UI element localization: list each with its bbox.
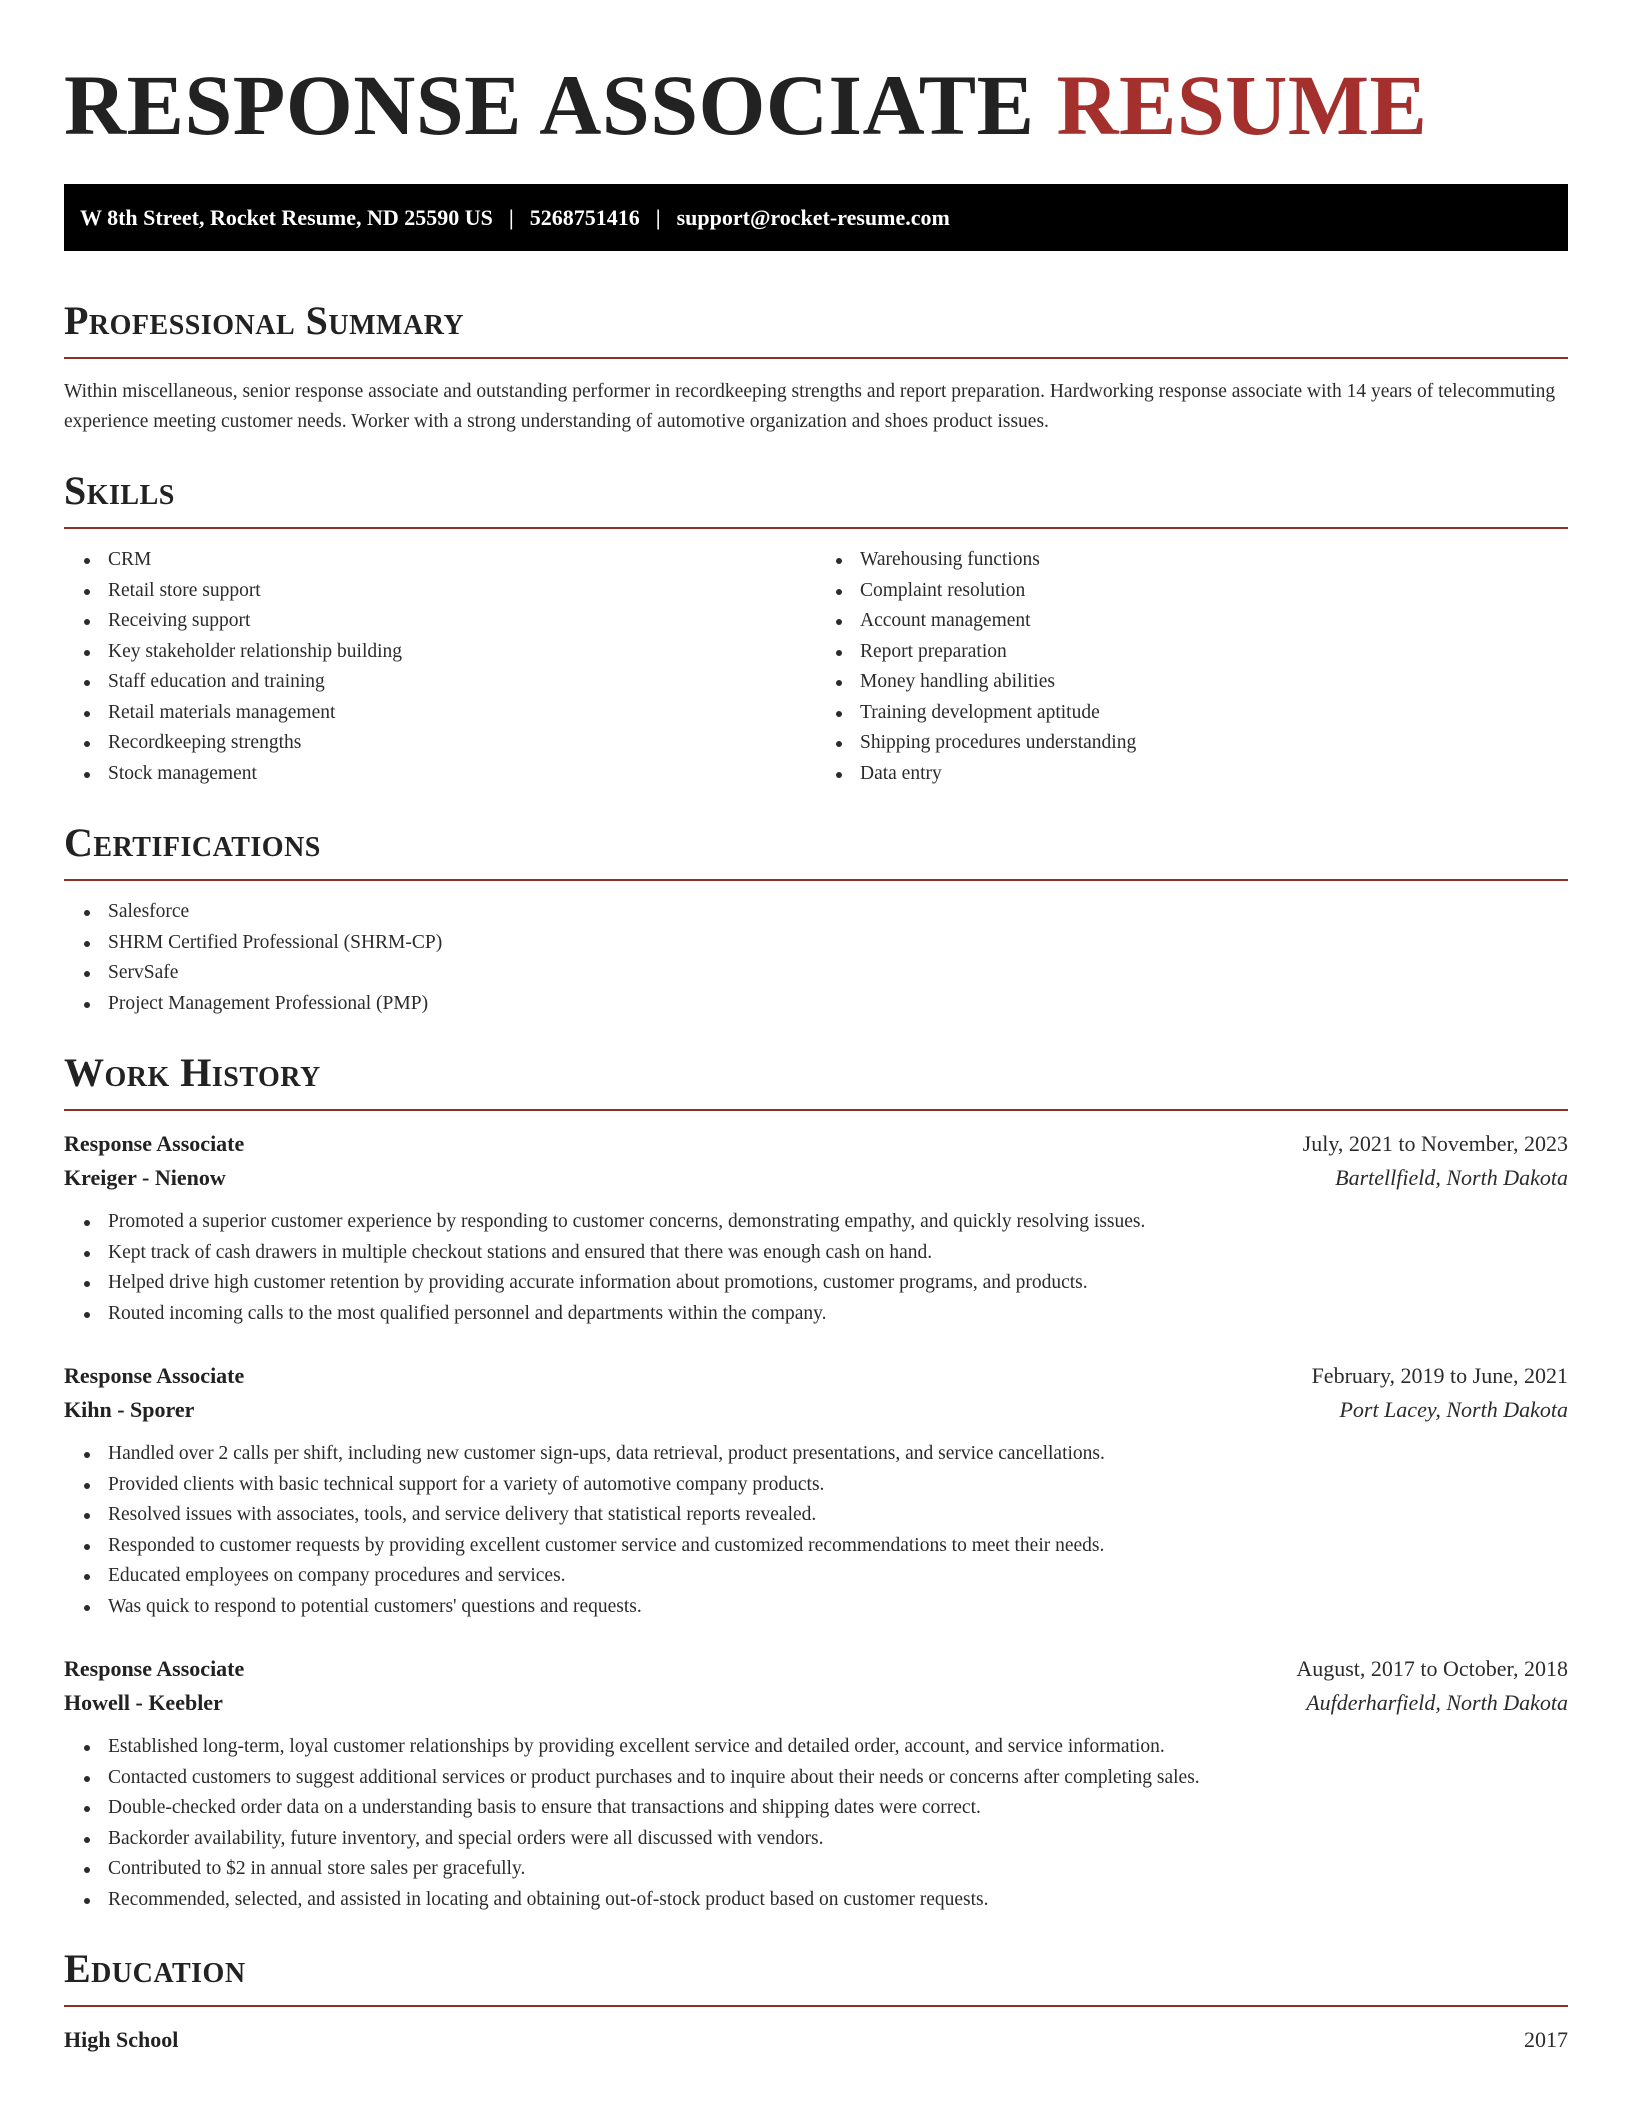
certification-item: Salesforce — [108, 897, 1568, 928]
job-entry — [64, 1363, 1568, 1622]
skill-item: Staff education and training — [108, 667, 816, 698]
job-location: Port Lacey, North Dakota — [1339, 1397, 1568, 1422]
skill-item: Retail store support — [108, 576, 816, 607]
skill-item: Shipping procedures understanding — [860, 728, 1568, 759]
summary-text: Within miscellaneous, senior response associate and outstanding performer in recordkeeping strengths and report preparation. Hardworking response associate with 14 years of telecommuting experience meeting customer needs. Worker with a strong understanding of automotive organization and shoes product issues. — [64, 381, 1556, 432]
contact-separator: | — [655, 204, 661, 230]
job-location: Bartellfield, North Dakota — [1335, 1165, 1568, 1190]
work-history-section — [64, 1050, 1568, 1915]
job-title: Response Associate — [64, 1363, 245, 1388]
certification-item: SHRM Certified Professional (SHRM-CP) — [108, 928, 1568, 959]
duty-item: Was quick to respond to potential customers' questions and requests. — [108, 1592, 1568, 1623]
skills-list-right — [816, 545, 1568, 789]
skill-item: Account management — [860, 606, 1568, 637]
duty-item: Responded to customer requests by providing excellent customer service and customized recommendations to meet their needs. — [108, 1531, 1568, 1562]
skill-item: Key stakeholder relationship building — [108, 637, 816, 668]
job-dates: July, 2021 to November, 2023 — [1302, 1131, 1568, 1156]
skills-list-left — [64, 545, 816, 789]
job-title: Response Associate — [64, 1656, 245, 1681]
skill-item: Report preparation — [860, 637, 1568, 668]
summary-heading: Professional Summary — [64, 298, 465, 343]
education-section — [64, 1946, 1568, 2053]
skill-item: Stock management — [108, 759, 816, 790]
education-entry — [64, 2027, 1568, 2053]
duty-item: Recommended, selected, and assisted in locating and obtaining out-of-stock product based on customer requests. — [108, 1885, 1568, 1916]
summary-section — [64, 298, 1568, 437]
section-divider — [64, 2005, 1568, 2007]
duty-item: Contributed to $2 in annual store sales per gracefully. — [108, 1854, 1568, 1885]
job-company: Kreiger - Nienow — [64, 1165, 226, 1190]
job-company: Kihn - Sporer — [64, 1397, 195, 1422]
skill-item: Receiving support — [108, 606, 816, 637]
duty-item: Contacted customers to suggest additional services or product purchases and to inquire about their needs or concerns after completing sales. — [108, 1763, 1568, 1794]
title-main: RESPONSE ASSOCIATE — [64, 57, 1035, 153]
certifications-heading: Certifications — [64, 820, 321, 865]
duty-item: Provided clients with basic technical support for a variety of automotive company products. — [108, 1470, 1568, 1501]
job-entry — [64, 1656, 1568, 1915]
skill-item: Complaint resolution — [860, 576, 1568, 607]
duty-item: Routed incoming calls to the most qualified personnel and departments within the company. — [108, 1299, 1568, 1330]
title-accent: RESUME — [1056, 57, 1428, 153]
duty-item: Backorder availability, future inventory, and special orders were all discussed with vendors. — [108, 1824, 1568, 1855]
job-entry — [64, 1131, 1568, 1329]
skill-item: Warehousing functions — [860, 545, 1568, 576]
skill-item: Money handling abilities — [860, 667, 1568, 698]
contact-separator: | — [508, 204, 514, 230]
job-dates: August, 2017 to October, 2018 — [1296, 1656, 1568, 1681]
education-heading: Education — [64, 1946, 246, 1991]
duty-item: Educated employees on company procedures and services. — [108, 1561, 1568, 1592]
certifications-list — [64, 897, 1568, 1019]
job-location: Aufderharfield, North Dakota — [1306, 1690, 1568, 1715]
section-divider — [64, 1109, 1568, 1111]
skill-item: Data entry — [860, 759, 1568, 790]
contact-address: W 8th Street, Rocket Resume, ND 25590 US — [80, 204, 493, 230]
job-company: Howell - Keebler — [64, 1690, 223, 1715]
certification-item: Project Management Professional (PMP) — [108, 989, 1568, 1020]
skill-item: Retail materials management — [108, 698, 816, 729]
duty-item: Helped drive high customer retention by providing accurate information about promotions, customer programs, and products. — [108, 1268, 1568, 1299]
job-duties — [64, 1207, 1568, 1329]
certifications-section — [64, 820, 1568, 1019]
contact-email: support@rocket-resume.com — [676, 204, 950, 230]
duty-item: Resolved issues with associates, tools, and service delivery that statistical reports revealed. — [108, 1500, 1568, 1531]
contact-phone: 5268751416 — [529, 204, 640, 230]
skills-grid — [64, 529, 1568, 789]
skill-item: Training development aptitude — [860, 698, 1568, 729]
section-divider — [64, 357, 1568, 359]
job-duties — [64, 1439, 1568, 1622]
skill-item: Recordkeeping strengths — [108, 728, 816, 759]
job-title: Response Associate — [64, 1131, 245, 1156]
duty-item: Double-checked order data on a understanding basis to ensure that transactions and shipping dates were correct. — [108, 1793, 1568, 1824]
duty-item: Promoted a superior customer experience by responding to customer concerns, demonstrating empathy, and quickly resolving issues. — [108, 1207, 1568, 1238]
duty-item: Established long-term, loyal customer relationships by providing excellent service and detailed order, account, and service information. — [108, 1732, 1568, 1763]
skill-item: CRM — [108, 545, 816, 576]
duty-item: Kept track of cash drawers in multiple checkout stations and ensured that there was enough cash on hand. — [108, 1238, 1568, 1269]
certification-item: ServSafe — [108, 958, 1568, 989]
education-degree: High School — [64, 2027, 179, 2052]
duty-item: Handled over 2 calls per shift, including new customer sign-ups, data retrieval, product presentations, and service cancellations. — [108, 1439, 1568, 1470]
skills-heading: Skills — [64, 468, 175, 513]
job-dates: February, 2019 to June, 2021 — [1311, 1363, 1568, 1388]
contact-bar — [64, 184, 1568, 251]
education-year: 2017 — [1524, 2027, 1568, 2052]
job-duties — [64, 1732, 1568, 1915]
resume-title — [64, 56, 1568, 153]
work-history-heading: Work History — [64, 1050, 321, 1095]
skills-section — [64, 468, 1568, 789]
section-divider — [64, 879, 1568, 881]
